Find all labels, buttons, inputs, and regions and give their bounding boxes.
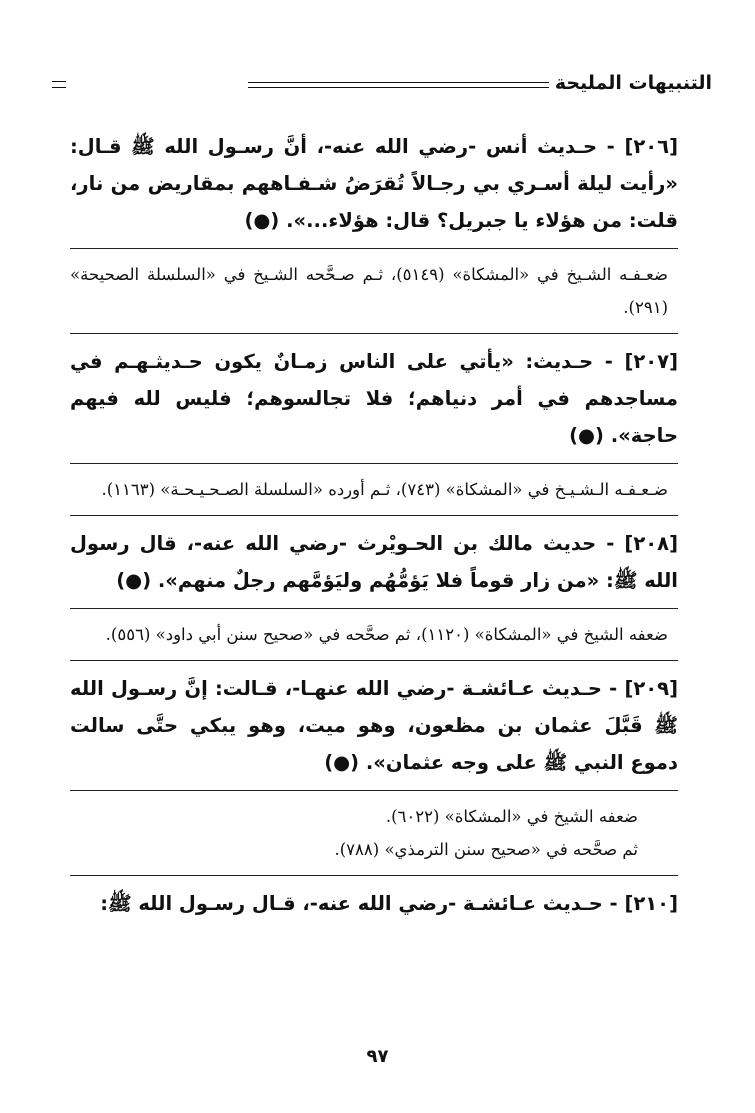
hadith-text: - حـديث عـائشـة -رضي الله عنهـا-، قـالت: إنَّ رسـول الله ﷺ قَبَّلَ عثمان بن مظعون، وهو ميت، وهو يبكي حتَّى سالت دموع النبي ﷺ على وجه عثمان». (●) xyxy=(70,677,678,774)
header-dash xyxy=(52,81,66,88)
hadith-number: [٢٠٨] xyxy=(624,532,678,555)
page-number: ٩٧ xyxy=(366,1046,389,1067)
separator-rule xyxy=(70,333,678,334)
hadith-entry xyxy=(70,343,678,454)
commentary: ضـعـفـه الـشـيـخ في «المشكاة» (٧٤٣)، ثـم أورده «السلسلة الصـحـيـحـة» (١١٦٣). xyxy=(101,480,668,499)
separator-rule xyxy=(70,515,678,516)
hadith-number: [٢٠٧] xyxy=(624,350,678,373)
commentary: ضعفه الشيخ في «المشكاة» (٦٠٢٢). xyxy=(385,807,638,826)
separator-rule xyxy=(70,660,678,661)
hadith-text: - حديث مالك بن الحـويْرث -رضي الله عنه-، قال رسول الله ﷺ: «من زار قوماً فلا يَؤمُّهُم وليَؤمَّهم رجلٌ منهم». (●) xyxy=(70,532,678,592)
hadith-number: [٢٠٩] xyxy=(624,677,678,700)
separator-rule xyxy=(70,875,678,876)
hadith-entry xyxy=(70,670,678,781)
hadith-text: - حـديث: «يأتي على الناس زمـانٌ يكون حـديثـهـم في مساجدهم في أمر دنياهم؛ فلا تجالسوهم؛ فليس لله فيهم حاجة». (●) xyxy=(70,350,678,447)
commentary: ثم صحَّحه في «صحيح سنن الترمذي» (٧٨٨). xyxy=(334,840,638,859)
hadith-entry xyxy=(70,128,678,239)
header-title: التنبيهات المليحة xyxy=(549,70,712,96)
running-header xyxy=(52,70,712,98)
commentary: ضعـفـه الشـيخ في «المشكاة» (٥١٤٩)، ثـم صـحَّحه الشـيخ في «السلسلة الصحيحة» (٢٩١). xyxy=(70,265,668,317)
hadith-number: [٢٠٦] xyxy=(624,135,678,158)
page-body xyxy=(70,128,678,922)
separator-rule xyxy=(70,790,678,791)
separator-rule xyxy=(70,608,678,609)
separator-rule xyxy=(70,248,678,249)
hadith-entry xyxy=(70,525,678,599)
commentary: ضعفه الشيخ في «المشكاة» (١١٢٠)، ثم صحَّحه في «صحيح سنن أبي داود» (٥٥٦). xyxy=(105,625,668,644)
hadith-text: - حـديث أنس -رضي الله عنه-، أنَّ رسـول الله ﷺ قـال: «رأيت ليلة أسـري بي رجـالاً تُقرَضُ شـفـاههم بمقاريض من نار، قلت: من هؤلاء يا جبريل؟ قال: هؤلاء...». (●) xyxy=(70,135,678,232)
hadith-number: [٢١٠] xyxy=(624,892,678,915)
hadith-entry xyxy=(70,885,678,922)
hadith-text: - حـديث عـائشـة -رضي الله عنه-، قـال رسـول الله ﷺ: xyxy=(100,892,618,915)
separator-rule xyxy=(70,463,678,464)
